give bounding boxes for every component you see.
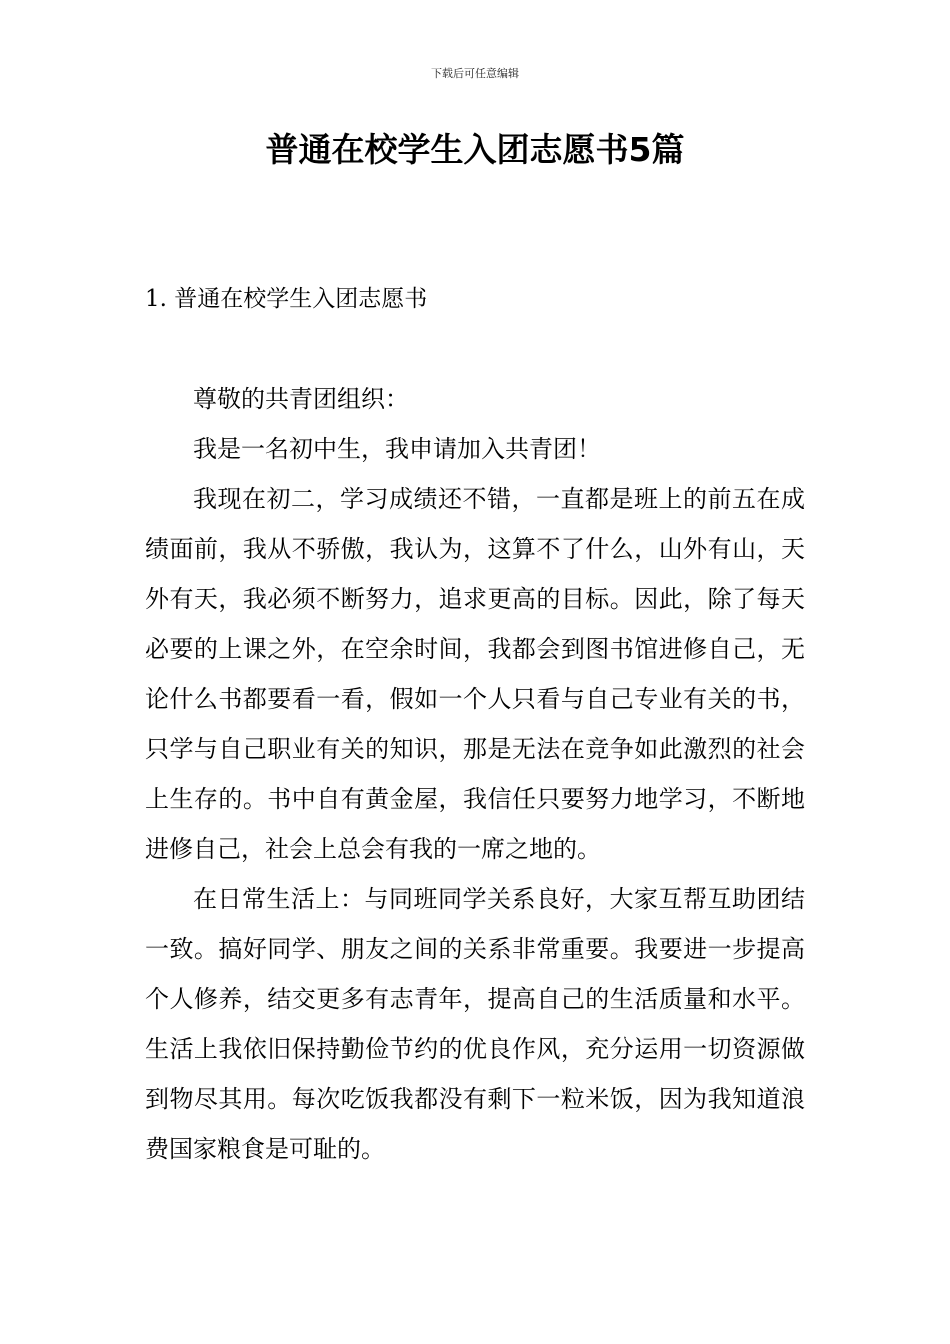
daily-life-paragraph: 在日常生活上：与同班同学关系良好，大家互帮互助团结一致。搞好同学、朋友之间的关系非常重要。我要进一步提高个人修养，结交更多有志青年，提高自己的生活质量和水平。生活上我依旧保持勤俭节约的优良作风，充分运用一切资源做到物尽其用。每次吃饭我都没有剩下一粒米饭，因为我知道浪费国家粮食是可耻的。 [145,885,805,1163]
study-paragraph: 我现在初二，学习成绩还不错，一直都是班上的前五在成绩面前，我从不骄傲，我认为，这算不了什么，山外有山，天外有天，我必须不断努力，追求更高的目标。因此，除了每天必要的上课之外，在空余时间，我都会到图书馆进修自己，无论什么书都要看一看，假如一个人只看与自己专业有关的书，只学与自己职业有关的知识，那是无法在竞争如此激烈的社会上生存的。书中自有黄金屋，我信任只要努力地学习，不断地进修自己，社会上总会有我的一席之地的。 [145,485,805,863]
section-heading: 1. 普通在校学生入团志愿书 [145,286,428,312]
salutation-paragraph: 尊敬的共青团组织： [193,385,409,413]
document-title: 普通在校学生入团志愿书5篇 [265,130,685,169]
statement-paragraph: 我是一名初中生，我申请加入共青团！ [193,435,601,463]
page-header-note: 下载后可任意编辑 [431,67,519,80]
letter-body [145,374,805,1174]
